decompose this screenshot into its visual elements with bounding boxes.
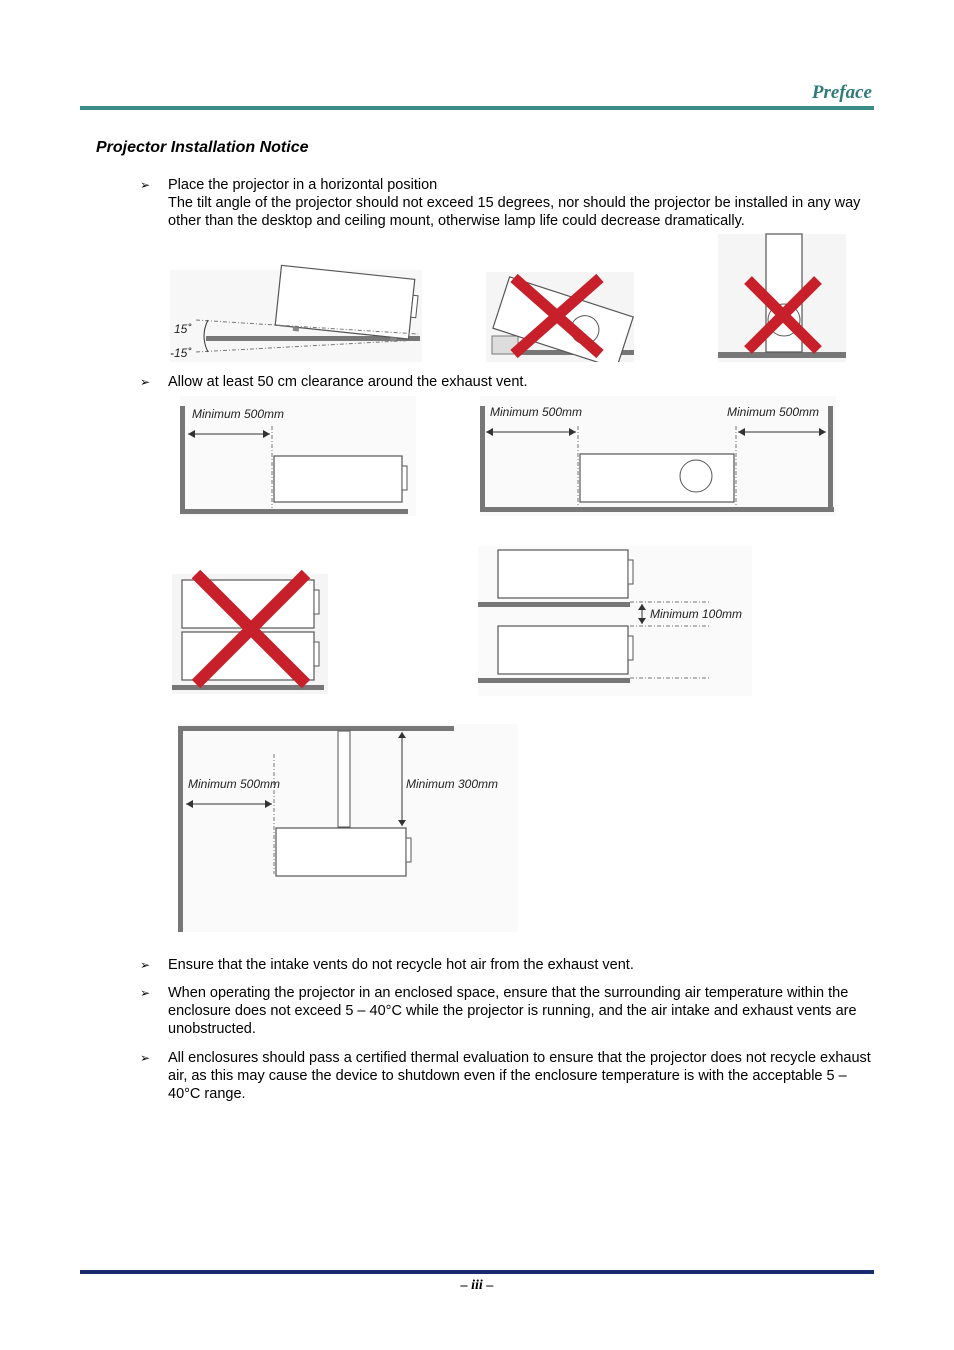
clearance-label: Minimum 500mm (192, 407, 285, 421)
tilt-down-label: -15˚ (170, 346, 192, 360)
bullet-text: When operating the projector in an enclosed space, ensure that the surrounding air temperature within the enclosure does not exceed 5 – 40°C while the projector is running, and the air intake and exhaust vents are unobstructed. (168, 985, 857, 1037)
bullet-text: Allow at least 50 cm clearance around the exhaust vent. (168, 374, 528, 390)
bullet-text: All enclosures should pass a certified thermal evaluation to ensure that the projector does not recycle exhaust air, as this may cause the device to shutdown even if the enclosure temperature is with the acceptable 5 – 40°C range. (168, 1050, 871, 1102)
bullet-arrow-icon: ➢ (140, 375, 151, 389)
ceiling-clearance-label: Minimum 500mm (188, 777, 281, 791)
bullet-text: Ensure that the intake vents do not recycle hot air from the exhaust vent. (168, 957, 634, 973)
section-title: Projector Installation Notice (96, 139, 309, 156)
clearance-label-right: Minimum 500mm (727, 405, 820, 419)
stacked-bad-diagram (172, 574, 328, 694)
tilt-ok-diagram (170, 265, 422, 362)
bullet-body: The tilt angle of the projector should not exceed 15 degrees, nor should the projector be installed in any way other than the desktop and ceiling mount, otherwise lamp life could decrease dramatically. (168, 195, 861, 229)
clearance-label-left: Minimum 500mm (490, 405, 583, 419)
stacking-figures (170, 544, 754, 696)
clearance-figures (176, 396, 840, 518)
ceiling-height-label: Minimum 300mm (406, 777, 499, 791)
footer-rule (80, 1270, 874, 1274)
double-wall-diagram (480, 396, 836, 516)
bullet-arrow-icon: ➢ (140, 958, 151, 972)
bullet-heading: Place the projector in a horizontal position (168, 177, 438, 193)
header-rule (80, 106, 874, 110)
tilt-up-label: 15˚ (174, 322, 192, 336)
bullet-arrow-icon: ➢ (140, 986, 151, 1000)
bullet-arrow-icon: ➢ (140, 178, 151, 192)
stacked-ok-diagram (478, 546, 752, 696)
tilt-figures (168, 232, 858, 362)
single-wall-diagram (180, 396, 416, 516)
header-title: Preface (811, 82, 872, 103)
vertical-bad-diagram (718, 234, 846, 362)
stack-label: Minimum 100mm (650, 607, 743, 621)
bullet-arrow-icon: ➢ (140, 1051, 151, 1065)
page-number: – iii – (460, 1278, 494, 1293)
tilt-bad-diagram (486, 272, 634, 362)
ceiling-figure (176, 724, 522, 934)
